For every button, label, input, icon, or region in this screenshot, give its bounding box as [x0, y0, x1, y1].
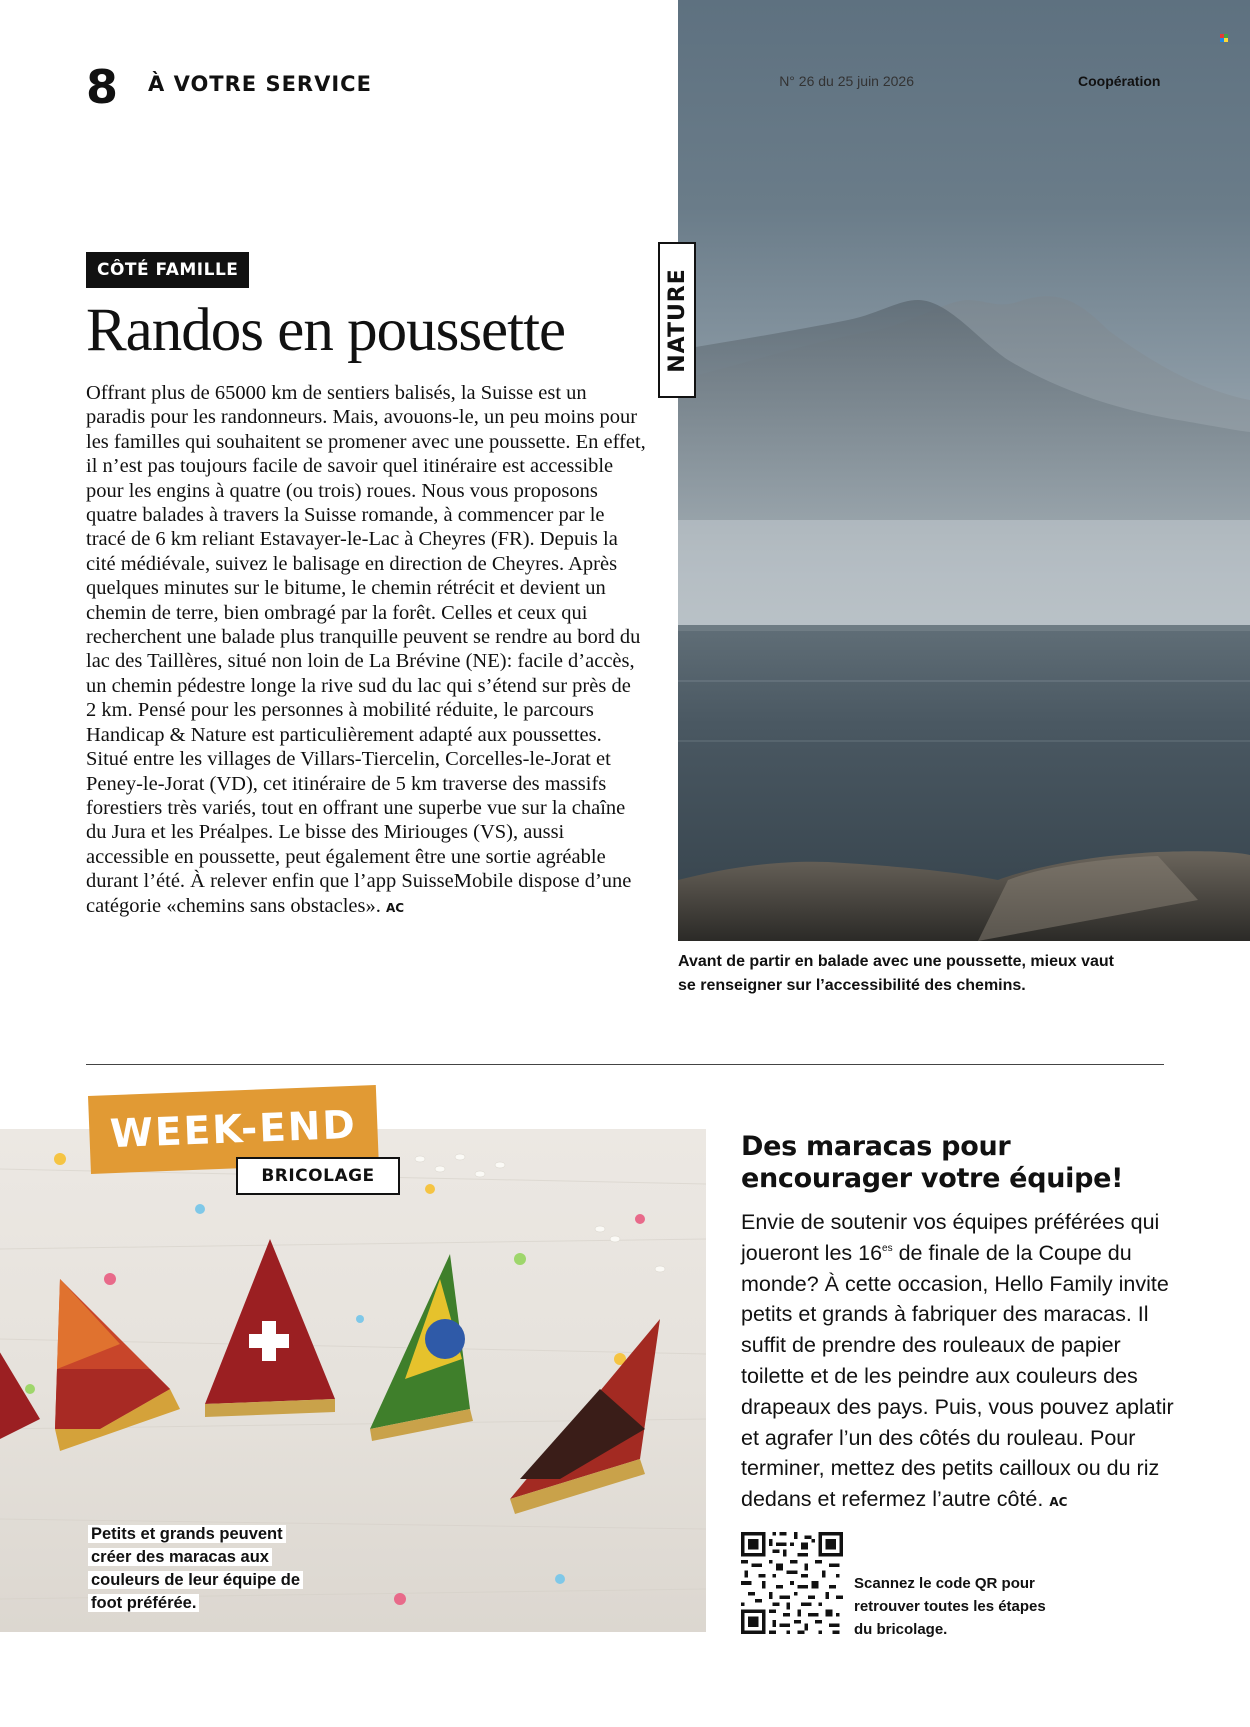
photo-caption-top: Avant de partir en balade avec une poussette, mieux vaut se renseigner sur l’accessibilité des chemins. — [678, 953, 1114, 994]
maraca-switzerland — [205, 1239, 335, 1417]
section-divider — [86, 1064, 1164, 1065]
article-body-part2: de finale de la Coupe du monde? À cette occasion, Hello Family invite petits et grands à fabriquer des maracas. Il suffit de prendre des rouleaux de papier toilette et de les peindre aux couleurs des drapeaux des pays. Puis, vous pouvez aplatir et agrafer l’un des côtés du rouleau. Pour terminer, mettez des petits cailloux ou du riz dedans et refermez l’autre côté. — [741, 1240, 1174, 1512]
lake-mountain-illustration — [678, 0, 1250, 941]
author-signature-maracas: AC — [1049, 1495, 1068, 1510]
category-tag: CÔTÉ FAMILLE — [86, 252, 249, 288]
publication-name: Coopération — [1078, 73, 1161, 89]
lake-mountain-photo — [678, 0, 1250, 941]
section-title: À VOTRE SERVICE — [148, 72, 372, 96]
article-title-maracas: Des maracas pour encourager votre équipe! — [741, 1131, 1124, 1194]
maraca-germany-style — [55, 1279, 180, 1451]
brand-logo-icon — [1220, 34, 1228, 42]
photo-caption-bottom — [84, 1521, 318, 1617]
page-number: 8 — [86, 60, 118, 114]
weekend-tag-label: WEEK-END — [109, 1102, 358, 1157]
article-body-text: Offrant plus de 65000 km de sentiers balisés, la Suisse est un paradis pour les randonneurs. Mais, avouons-le, un peu moins pour les familles qui souhaitent se promener avec une poussette. En effet, il n’est pas toujours facile de savoir quel itinéraire est accessible pour les engins à quatre (ou trois) roues. Nous vous proposons quatre balades à travers la Suisse romande, à commencer par le tracé de 6 km reliant Estavayer-le-Lac à Cheyres (FR). Depuis la cité médiévale, suivez le balisage en direction de Cheyres. Après quelques minutes sur le bitume, le chemin rétrécit et devient un chemin de terre, bien ombragé par la forêt. Celles et ceux qui recherchent une balade plus tranquille peuvent se rendre au bord du lac des Taillères, situé non loin de La Brévine (NE): facile d’accès, un chemin pédestre longe la rive sud du lac qui s’étend sur près de 2 km. Pensé pour les personnes à mobilité réduite, le parcours Handicap & Nature est particulièrement adapté aux poussettes. Situé entre les villages de Villars-Tiercelin, Corcelles-le-Jorat et Peney-le-Jorat (VD), cet itinéraire de 5 km traverse des massifs forestiers très variés, tout en offrant une superbe vue sur la chaîne du Jura et les Préalpes. Le bisse des Miriouges (VS), aussi accessible en poussette, peut également être une sortie agréable durant l’été. À relever enfin que l’app SuisseMobile dispose d’une catégorie «chemins sans obstacles». — [86, 382, 646, 917]
article-title: Randos en poussette — [86, 297, 566, 364]
author-signature: AC — [386, 900, 405, 915]
nature-section-tag — [658, 242, 696, 398]
ordinal-suffix: es — [882, 1242, 893, 1254]
article-body-maracas — [741, 1207, 1181, 1518]
maraca-belgium-style — [510, 1319, 660, 1514]
bricolage-tag: BRICOLAGE — [236, 1157, 400, 1195]
qr-code-icon[interactable] — [741, 1532, 843, 1634]
article-body — [86, 381, 646, 920]
article-body-part1: Envie de soutenir vos équipes préférées qui joueront les 16 — [741, 1210, 1160, 1265]
qr-instructions: Scannez le code QR pour retrouver toutes les étapes du bricolage. — [854, 1575, 1046, 1638]
photo-caption-bottom-text: Petits et grands peuvent créer des maracas aux couleurs de leur équipe de foot préférée. — [88, 1525, 303, 1612]
nature-section-label: NATURE — [664, 267, 690, 373]
issue-line: N° 26 du 25 juin 2026 — [779, 73, 914, 89]
